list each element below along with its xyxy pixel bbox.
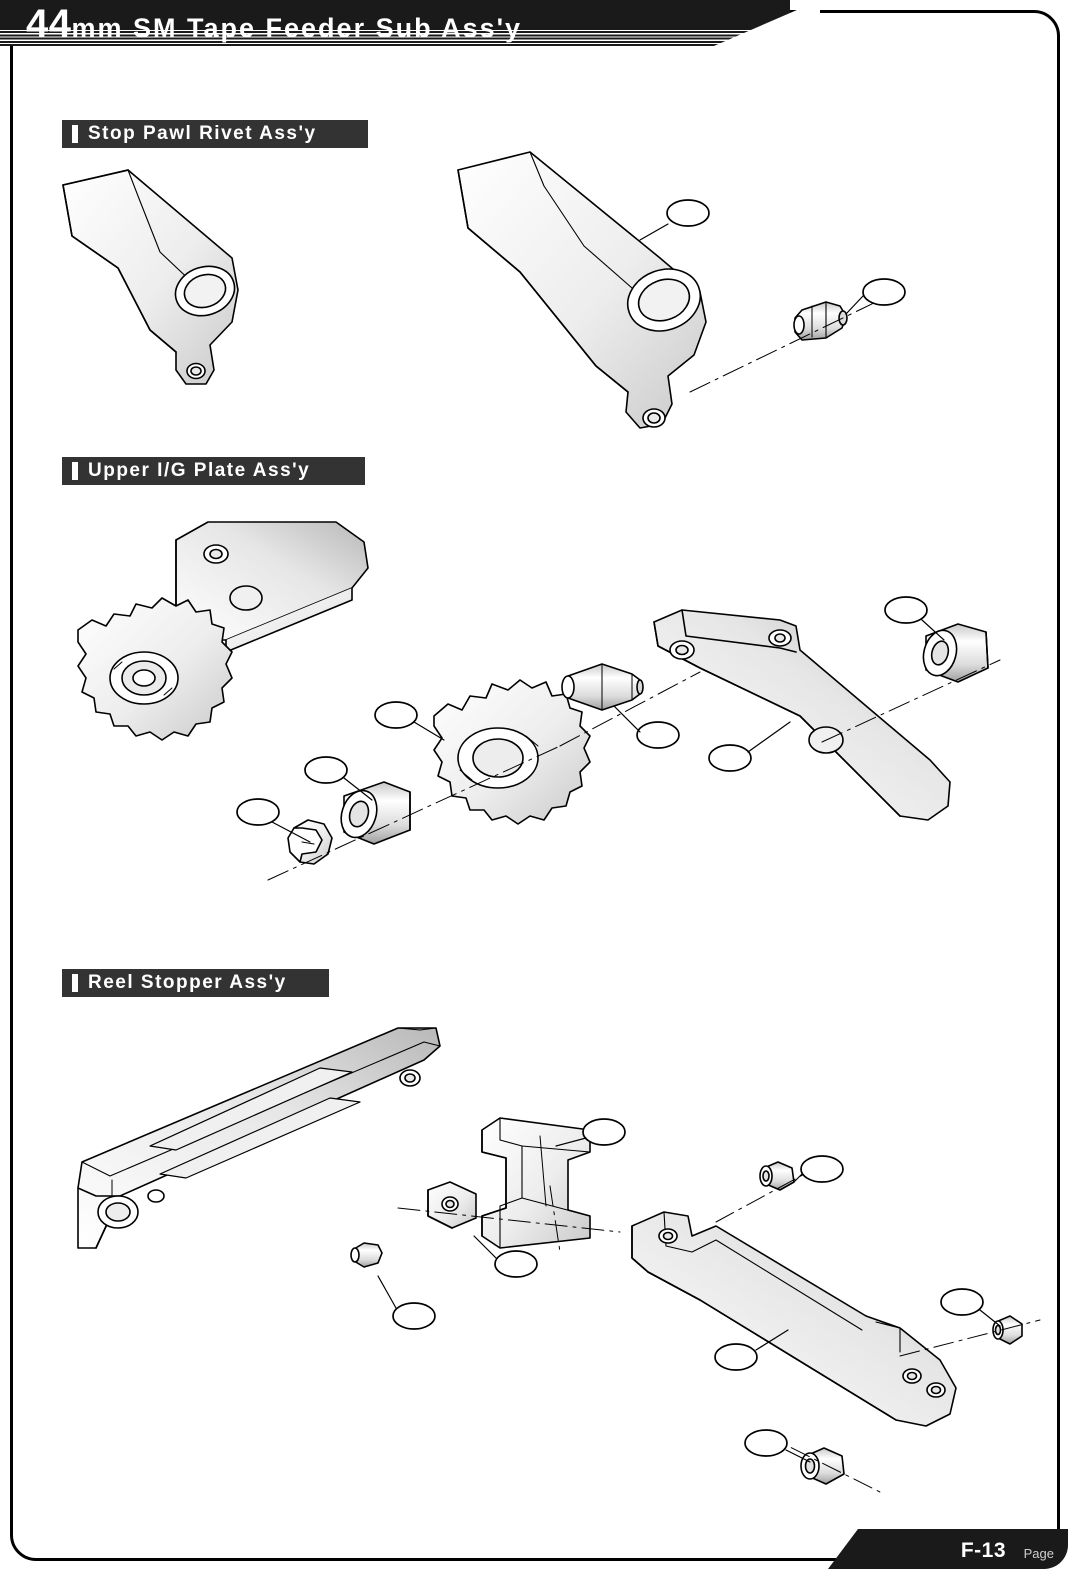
section-bar-icon bbox=[72, 125, 78, 143]
figure-reel-stopper bbox=[78, 1028, 1040, 1492]
section-label-upper-ig-plate bbox=[62, 457, 365, 485]
section-bar-icon bbox=[72, 462, 78, 480]
figure-upper-ig-plate bbox=[78, 522, 1000, 880]
figure-stop-pawl-rivet bbox=[63, 152, 905, 428]
page-title-text: mm SM Tape Feeder Sub Ass'y bbox=[71, 13, 523, 43]
page-border bbox=[10, 10, 1060, 1561]
section-label-stop-pawl-rivet bbox=[62, 120, 368, 148]
section-label-text: Stop Pawl Rivet Ass'y bbox=[88, 123, 317, 144]
section-bar-icon bbox=[72, 974, 78, 992]
page-word-label: Page bbox=[1023, 1546, 1054, 1561]
page-title bbox=[26, 2, 522, 47]
section-label-reel-stopper bbox=[62, 969, 329, 997]
section-label-text: Reel Stopper Ass'y bbox=[88, 972, 287, 993]
page-header bbox=[0, 0, 820, 52]
page-title-number: 44 bbox=[26, 2, 72, 46]
page-identifier: F-13 bbox=[960, 1539, 1006, 1562]
section-label-text: Upper I/G Plate Ass'y bbox=[88, 460, 311, 481]
